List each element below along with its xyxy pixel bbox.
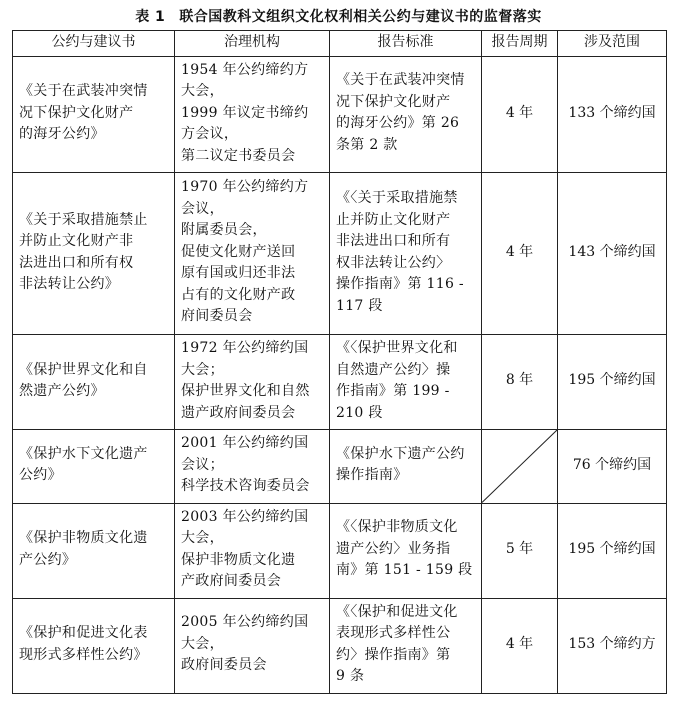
table-title: 联合国教科文组织文化权利相关公约与建议书的监督落实 <box>179 9 542 25</box>
header-governing-body: 治理机构 <box>175 31 330 57</box>
table-caption <box>0 6 677 26</box>
governing-body: 2001 年公约缔约国 会议； 科学技术咨询委员会 <box>175 430 330 504</box>
table-row <box>13 335 667 430</box>
table-row <box>13 598 667 693</box>
report-cycle-empty <box>482 430 558 504</box>
header-report-standard: 报告标准 <box>330 31 482 57</box>
table-row <box>13 56 667 173</box>
governing-body: 1972 年公约缔约国 大会； 保护世界文化和自然 遗产政府间委员会 <box>175 335 330 430</box>
scope: 153 个缔约方 <box>558 598 667 693</box>
governing-body: 1970 年公约缔约方 会议， 附属委员会， 促使文化财产送回 原有国或归还非法 占有的文化财产政 府间委员会 <box>175 173 330 335</box>
header-row <box>13 31 667 57</box>
report-standard: 《关于在武装冲突情 况下保护文化财产 的海牙公约》第 26 条第 2 款 <box>330 56 482 173</box>
convention-name: 《关于在武装冲突情 况下保护文化财产 的海牙公约》 <box>13 56 175 173</box>
scope: 143 个缔约国 <box>558 173 667 335</box>
table-row <box>13 503 667 598</box>
report-standard: 《〈保护和促进文化 表现形式多样性公 约〉操作指南》第 9 条 <box>330 598 482 693</box>
header-convention: 公约与建议书 <box>13 31 175 57</box>
table-row <box>13 430 667 504</box>
report-standard: 《保护水下遗产公约 操作指南》 <box>330 430 482 504</box>
convention-name: 《保护世界文化和自 然遗产公约》 <box>13 335 175 430</box>
report-standard: 《〈关于采取措施禁 止并防止文化财产 非法进出口和所有 权非法转让公约〉 操作指南》第 116 - 117 段 <box>330 173 482 335</box>
report-standard: 《〈保护非物质文化 遗产公约〉业务指 南》第 151 - 159 段 <box>330 503 482 598</box>
scope: 76 个缔约国 <box>558 430 667 504</box>
report-cycle: 4 年 <box>482 56 558 173</box>
governing-body: 2005 年公约缔约国 大会， 政府间委员会 <box>175 598 330 693</box>
diagonal-slash <box>482 430 557 503</box>
convention-name: 《保护水下文化遗产 公约》 <box>13 430 175 504</box>
convention-name: 《关于采取措施禁止 并防止文化财产非 法进出口和所有权 非法转让公约》 <box>13 173 175 335</box>
supervision-table <box>12 30 667 694</box>
convention-name: 《保护非物质文化遗 产公约》 <box>13 503 175 598</box>
report-cycle: 8 年 <box>482 335 558 430</box>
report-cycle: 5 年 <box>482 503 558 598</box>
table-row <box>13 173 667 335</box>
convention-name: 《保护和促进文化表 现形式多样性公约》 <box>13 598 175 693</box>
report-cycle: 4 年 <box>482 173 558 335</box>
header-scope: 涉及范围 <box>558 31 667 57</box>
report-standard: 《〈保护世界文化和 自然遗产公约〉操 作指南》第 199 - 210 段 <box>330 335 482 430</box>
governing-body: 2003 年公约缔约国 大会， 保护非物质文化遗 产政府间委员会 <box>175 503 330 598</box>
table-number: 表 1 <box>135 9 166 25</box>
governing-body: 1954 年公约缔约方 大会， 1999 年议定书缔约 方会议， 第二议定书委员会 <box>175 56 330 173</box>
header-report-cycle: 报告周期 <box>482 31 558 57</box>
scope: 133 个缔约国 <box>558 56 667 173</box>
scope: 195 个缔约国 <box>558 335 667 430</box>
report-cycle: 4 年 <box>482 598 558 693</box>
scope: 195 个缔约国 <box>558 503 667 598</box>
